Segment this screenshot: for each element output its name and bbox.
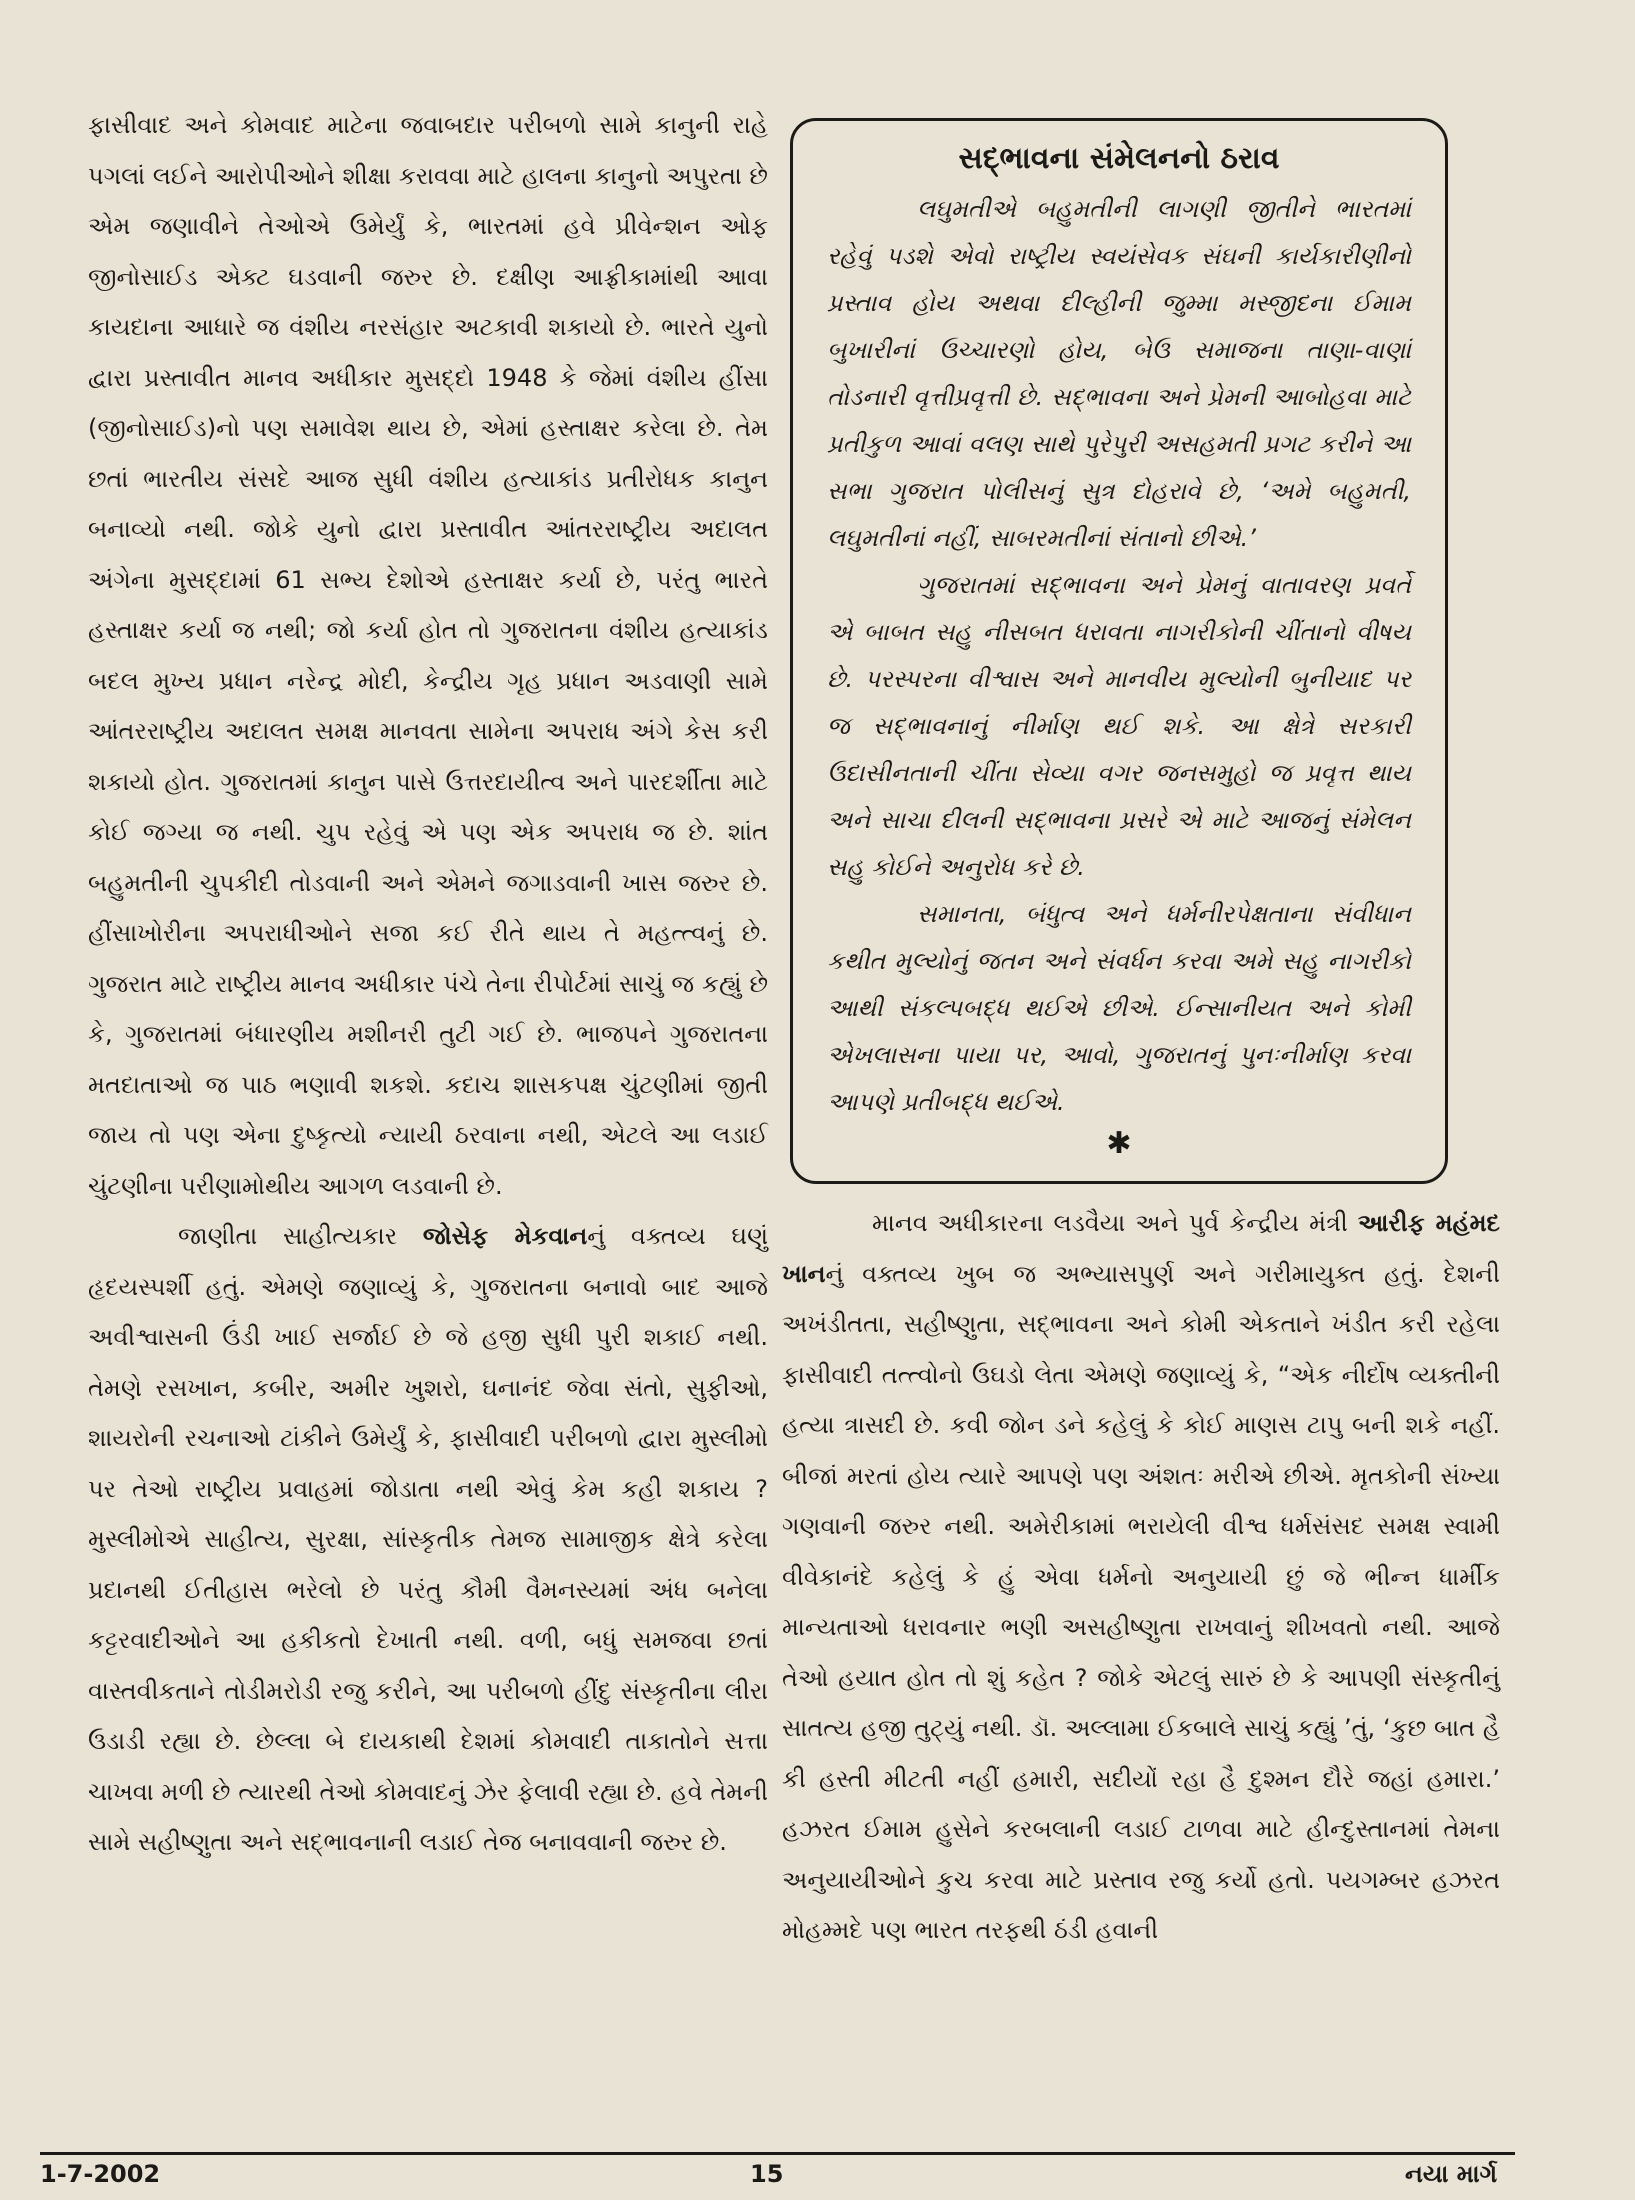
page-number: 15 — [750, 2160, 784, 2188]
right-body: નું વક્તવ્ય ખુબ જ અભ્યાસપુર્ણ અને ગરીમાયુક્ત હતું. દેશની અખંડીતતા, સહીષ્ણુતા, સદ્ભાવના અને કોમી એકતાને ખંડીત કરી રહેલા ફાસીવાદી તત્ત્વોનો ઉઘડો લેતા એમણે જણાવ્યું કે, “એક નીર્દોષ વ્યક્તીની હત્યા ત્રાસદી છે. કવી જોન ડને કહેલું કે કોઈ માણસ ટાપુ બની શકે નહીં. બીજાં મરતાં હોય ત્યારે આપણે પણ અંશતઃ મરીએ છીએ. મૃતકોની સંખ્યા ગણવાની જરુર નથી. અમેરીકામાં ભરાયેલી વીશ્વ ધર્મસંસદ સમક્ષ સ્વામી વીવેકાનંદે કહેલું કે હું એવા ધર્મનો અનુયાયી છું જે ભીન્ન ધાર્મીક માન્યતાઓ ધરાવનાર ભણી અસહીષ્ણુતા રાખવાનું શીખવતો નથી. આજે તેઓ હયાત હોત તો શું કહેત ? જોકે એટલું સારું છે કે આપણી સંસ્કૃતીનું સાતત્ય હજી તુટ્યું નથી. ડૉ. અલ્લામા ઈકબાલે સાચું કહ્યું ’તું, ‘કુછ બાત હૈ કી હસ્તી મીટતી નહીં હમારી, સદીયોં રહા હૈ દુશ્મન દૌરે જહાં હમારા.’ હઝરત ઈમામ હુસેને કરબલાની લડાઈ ટાળવા માટે હીન્દુસ્તાનમાં તેમના અનુયાયીઓને કુચ કરવા માટે પ્રસ્તાવ રજુ કર્યો હતો. પયગમ્બર હઝરત મોહમ્મદે પણ ભારત તરફથી ઠંડી હવાની — [782, 1259, 1500, 1944]
resolution-title: સદ્ભાવના સંમેલનનો ઠરાવ — [958, 141, 1280, 176]
resolution-paragraph-2: ગુજરાતમાં સદ્ભાવના અને પ્રેમનું વાતાવરણ પ્રવર્તે એ બાબત સહુ નીસબત ધરાવતા નાગરીકોની ચીંતાનો વીષય છે. પરસ્પરના વીશ્વાસ અને માનવીય મુલ્યોની બુનીયાદ પર જ સદ્ભાવનાનું નીર્માણ થઈ શકે. આ ક્ષેત્રે સરકારી ઉદાસીનતાની ચીંતા સેવ્યા વગર જનસમુહો જ પ્રવૃત્ત થાય અને સાચા દીલની સદ્ભાવના પ્રસરે એ માટે આજનું સંમેલન સહુ કોઈને અનુરોધ કરે છે. — [827, 571, 1411, 881]
speaker-name-arif: આરીફ મહંમદ ખાન — [782, 1209, 1500, 1288]
footer-divider — [40, 2152, 1515, 2155]
footer-date: 1-7-2002 — [40, 2160, 161, 2188]
para2-body: નું વક્તવ્ય ઘણું હૃદયસ્પર્શી હતું. એમણે જણાવ્યું કે, ગુજરાતના બનાવો બાદ આજે અવીશ્વાસની ઉંડી ખાઈ સર્જાઈ છે જે હજી સુધી પુરી શકાઈ નથી. તેમણે રસખાન, કબીર, અમીર ખુશરો, ઘનાનંદ જેવા સંતો, સુફીઓ, શાયરોની રચનાઓ ટાંકીને ઉમેર્યું કે, ફાસીવાદી પરીબળો દ્વારા મુસ્લીમો પર તેઓ રાષ્ટ્રીય પ્રવાહમાં જોડાતા નથી એવું કેમ કહી શકાય ? મુસ્લીમોએ સાહીત્ય, સુરક્ષા, સાંસ્કૃતીક તેમજ સામાજીક ક્ષેત્રે કરેલા પ્રદાનથી ઈતીહાસ ભરેલો છે પરંતુ કૌમી વૈમનસ્યમાં અંધ બનેલા કટ્ટરવાદીઓને આ હકીકતો દેખાતી નથી. વળી, બધું સમજવા છતાં વાસ્તવીકતાને તોડીમરોડી રજુ કરીને, આ પરીબળો હીંદુ સંસ્કૃતીના લીરા ઉડાડી રહ્યા છે. છેલ્લા બે દાયકાથી દેશમાં કોમવાદી તાકાતોને સત્તા ચાખવા મળી છે ત્યારથી તેઓ કોમવાદનું ઝેર ફેલાવી રહ્યા છે. હવે તેમની સામે સહીષ્ણુતા અને સદ્ભાવનાની લડાઈ તેજ બનાવવાની જરુર છે. — [88, 1222, 768, 1856]
speaker-name-joseph: જોસેફ મેકવાન — [422, 1222, 588, 1250]
right-paragraph — [782, 1198, 1500, 1956]
left-paragraph-1: ફાસીવાદ અને કોમવાદ માટેના જવાબદાર પરીબળો સામે કાનુની રાહે પગલાં લઈને આરોપીઓને શીક્ષા કરાવવા માટે હાલના કાનુનો અપુરતા છે એમ જણાવીને તેઓએ ઉમેર્યું કે, ભારતમાં હવે પ્રીવેન્શન ઓફ જીનોસાઈડ એક્ટ ઘડવાની જરુર છે. દક્ષીણ આફ્રીકામાંથી આવા કાયદાના આધારે જ વંશીય નરસંહાર અટકાવી શકાયો છે. ભારતે યુનો દ્વારા પ્રસ્તાવીત માનવ અધીકાર મુસદ્દો 1948 કે જેમાં વંશીય હીંસા (જીનોસાઈડ)નો પણ સમાવેશ થાય છે, એમાં હસ્તાક્ષર કરેલા છે. તેમ છતાં ભારતીય સંસદે આજ સુધી વંશીય હત્યાકાંડ પ્રતીરોધક કાનુન બનાવ્યો નથી. જોકે યુનો દ્વારા પ્રસ્તાવીત આંતરરાષ્ટ્રીય અદાલત અંગેના મુસદ્દામાં 61 સભ્ય દેશોએ હસ્તાક્ષર કર્યા છે, પરંતુ ભારતે હસ્તાક્ષર કર્યા જ નથી; જો કર્યા હોત તો ગુજરાતના વંશીય હત્યાકાંડ બદલ મુખ્ય પ્રધાન નરેન્દ્ર મોદી, કેન્દ્રીય ગૃહ પ્રધાન અડવાણી સામે આંતરરાષ્ટ્રીય અદાલત સમક્ષ માનવતા સામેના અપરાધ અંગે કેસ કરી શકાયો હોત. ગુજરાતમાં કાનુન પાસે ઉત્તરદાયીત્વ અને પારદર્શીતા માટે કોઈ જગ્યા જ નથી. ચુપ રહેવું એ પણ એક અપરાધ જ છે. શાંત બહુમતીની ચુપકીદી તોડવાની અને એમને જગાડવાની ખાસ જરુર છે. હીંસાખોરીના અપરાધીઓને સજા કઈ રીતે થાય તે મહત્ત્વનું છે. ગુજરાત માટે રાષ્ટ્રીય માનવ અધીકાર પંચે તેના રીપોર્ટમાં સાચું જ કહ્યું છે કે, ગુજરાતમાં બંધારણીય મશીનરી તુટી ગઈ છે. ભાજપને ગુજરાતના મતદાતાઓ જ પાઠ ભણાવી શકશે. કદાચ શાસકપક્ષ ચુંટણીમાં જીતી જાય તો પણ એના દુષ્કૃત્યો ન્યાયી ઠરવાના નથી, એટલે આ લડાઈ ચુંટણીના પરીણામોથીય આગળ લડવાની છે. — [88, 111, 768, 1200]
resolution-paragraph-1: લઘુમતીએ બહુમતીની લાગણી જીતીને ભારતમાં રહેવું પડશે એવો રાષ્ટ્રીય સ્વયંસેવક સંઘની કાર્યકારીણીનો પ્રસ્તાવ હોય અથવા દીલ્હીની જુમ્મા મસ્જીદના ઈમામ બુખારીનાં ઉચ્ચારણો હોય, બેઉ સમાજના તાણા-વાણાં તોડનારી વૃત્તીપ્રવૃત્તી છે. સદ્ભાવના અને પ્રેમની આબોહવા માટે પ્રતીકુળ આવાં વલણ સાથે પુરેપુરી અસહમતી પ્રગટ કરીને આ સભા ગુજરાત પોલીસનું સુત્ર દોહરાવે છે, ‘અમે બહુમતી, લઘુમતીનાં નહીં, સાબરમતીનાં સંતાનો છીએ.’ — [827, 195, 1411, 552]
para2-lead: જાણીતા સાહીત્યકાર — [178, 1222, 423, 1250]
right-column — [782, 1198, 1500, 1956]
magazine-name: નયા માર્ગ — [1405, 2160, 1498, 2188]
resolution-paragraph-3: સમાનતા, બંધુત્વ અને ધર્મનીરપેક્ષતાના સંવીધાન કથીત મુલ્યોનું જતન અને સંવર્ધન કરવા અમે સહુ નાગરીકો આથી સંકલ્પબદ્ધ થઈએ છીએ. ઈન્સાનીયત અને કોમી એખલાસના પાયા પર, આવો, ગુજરાતનું પુનઃનીર્માણ કરવા આપણે પ્રતીબદ્ધ થઈએ. — [827, 900, 1411, 1116]
asterisk-icon: ✱ — [1106, 1126, 1132, 1161]
left-paragraph-2 — [88, 1211, 768, 1868]
resolution-box — [790, 118, 1448, 1184]
left-column — [88, 100, 768, 1868]
right-lead: માનવ અધીકારના લડવૈયા અને પુર્વ કેન્દ્રીય મંત્રી — [872, 1209, 1358, 1237]
